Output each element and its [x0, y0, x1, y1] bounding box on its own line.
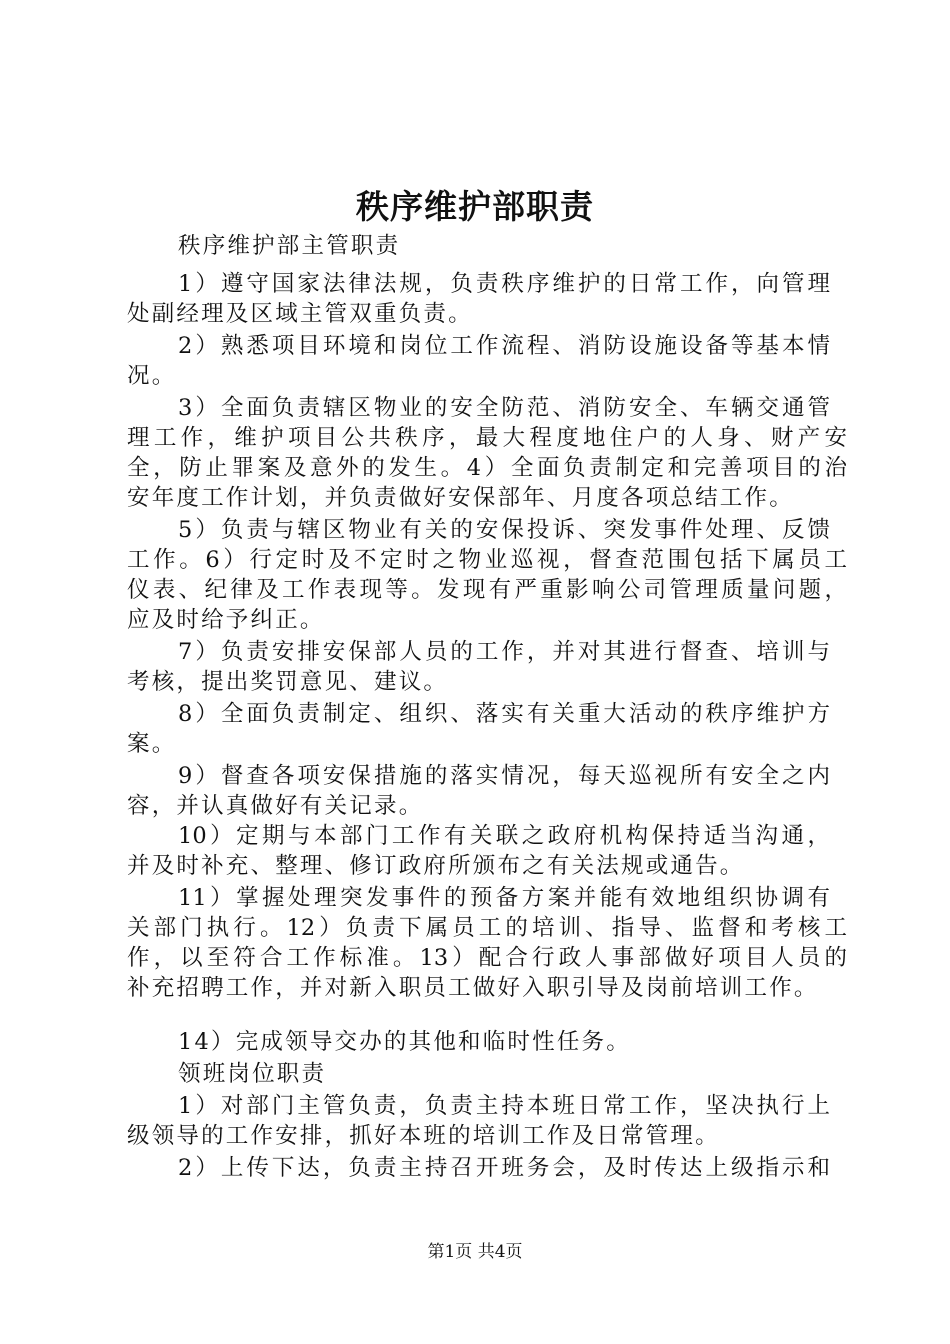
paragraph-line: 作，以至符合工作标准。13）配合行政人事部做好项目人员的: [127, 945, 847, 971]
paragraph-line: 8）全面负责制定、组织、落实有关重大活动的秩序维护方: [178, 701, 830, 727]
paragraph-line: 14）完成领导交办的其他和临时性任务。: [178, 1029, 631, 1055]
paragraph-line: 10）定期与本部门工作有关联之政府机构保持适当沟通，: [178, 823, 830, 849]
paragraph-line: 全，防止罪案及意外的发生。4）全面负责制定和完善项目的治: [127, 455, 847, 481]
paragraph-line: 工作。6）行定时及不定时之物业巡视，督查范围包括下属员工: [127, 547, 847, 573]
paragraph-line: 1）遵守国家法律法规，负责秩序维护的日常工作，向管理: [178, 271, 830, 297]
paragraph-line: 1）对部门主管负责，负责主持本班日常工作，坚决执行上: [178, 1093, 830, 1119]
section-heading: 领班岗位职责: [178, 1061, 327, 1087]
paragraph-line: 考核，提出奖罚意见、建议。: [127, 669, 449, 695]
paragraph-line: 并及时补充、整理、修订政府所颁布之有关法规或通告。: [127, 853, 745, 879]
paragraph-line: 3）全面负责辖区物业的安全防范、消防安全、车辆交通管: [178, 395, 830, 421]
paragraph-line: 理工作，维护项目公共秩序，最大程度地住户的人身、财产安: [127, 425, 847, 451]
paragraph-line: 级领导的工作安排，抓好本班的培训工作及日常管理。: [127, 1123, 720, 1149]
paragraph-line: 关部门执行。12）负责下属员工的培训、指导、监督和考核工: [127, 915, 847, 941]
paragraph-line: 7）负责安排安保部人员的工作，并对其进行督查、培训与: [178, 639, 830, 665]
paragraph-line: 安年度工作计划，并负责做好安保部年、月度各项总结工作。: [127, 485, 794, 511]
paragraph-line: 2）熟悉项目环境和岗位工作流程、消防设施设备等基本情: [178, 333, 830, 359]
paragraph-line: 仪表、纪律及工作表现等。发现有严重影响公司管理质量问题，: [127, 577, 847, 603]
paragraph-line: 应及时给予纠正。: [127, 607, 325, 633]
paragraph-line: 处副经理及区域主管双重负责。: [127, 301, 473, 327]
paragraph-line: 容，并认真做好有关记录。: [127, 793, 424, 819]
paragraph-line: 9）督查各项安保措施的落实情况，每天巡视所有安全之内: [178, 763, 830, 789]
paragraph-line: 案。: [127, 731, 177, 757]
paragraph-line: 补充招聘工作，并对新入职员工做好入职引导及岗前培训工作。: [127, 975, 819, 1001]
paragraph-line: 2）上传下达，负责主持召开班务会，及时传达上级指示和: [178, 1155, 830, 1181]
section-heading: 秩序维护部主管职责: [178, 233, 401, 259]
paragraph-line: 5）负责与辖区物业有关的安保投诉、突发事件处理、反馈: [178, 517, 830, 543]
document-title: 秩序维护部职责: [356, 187, 594, 226]
paragraph-line: 11）掌握处理突发事件的预备方案并能有效地组织协调有: [178, 885, 830, 911]
page-number-footer: 第1页 共4页: [427, 1242, 523, 1262]
paragraph-line: 况。: [127, 363, 177, 389]
